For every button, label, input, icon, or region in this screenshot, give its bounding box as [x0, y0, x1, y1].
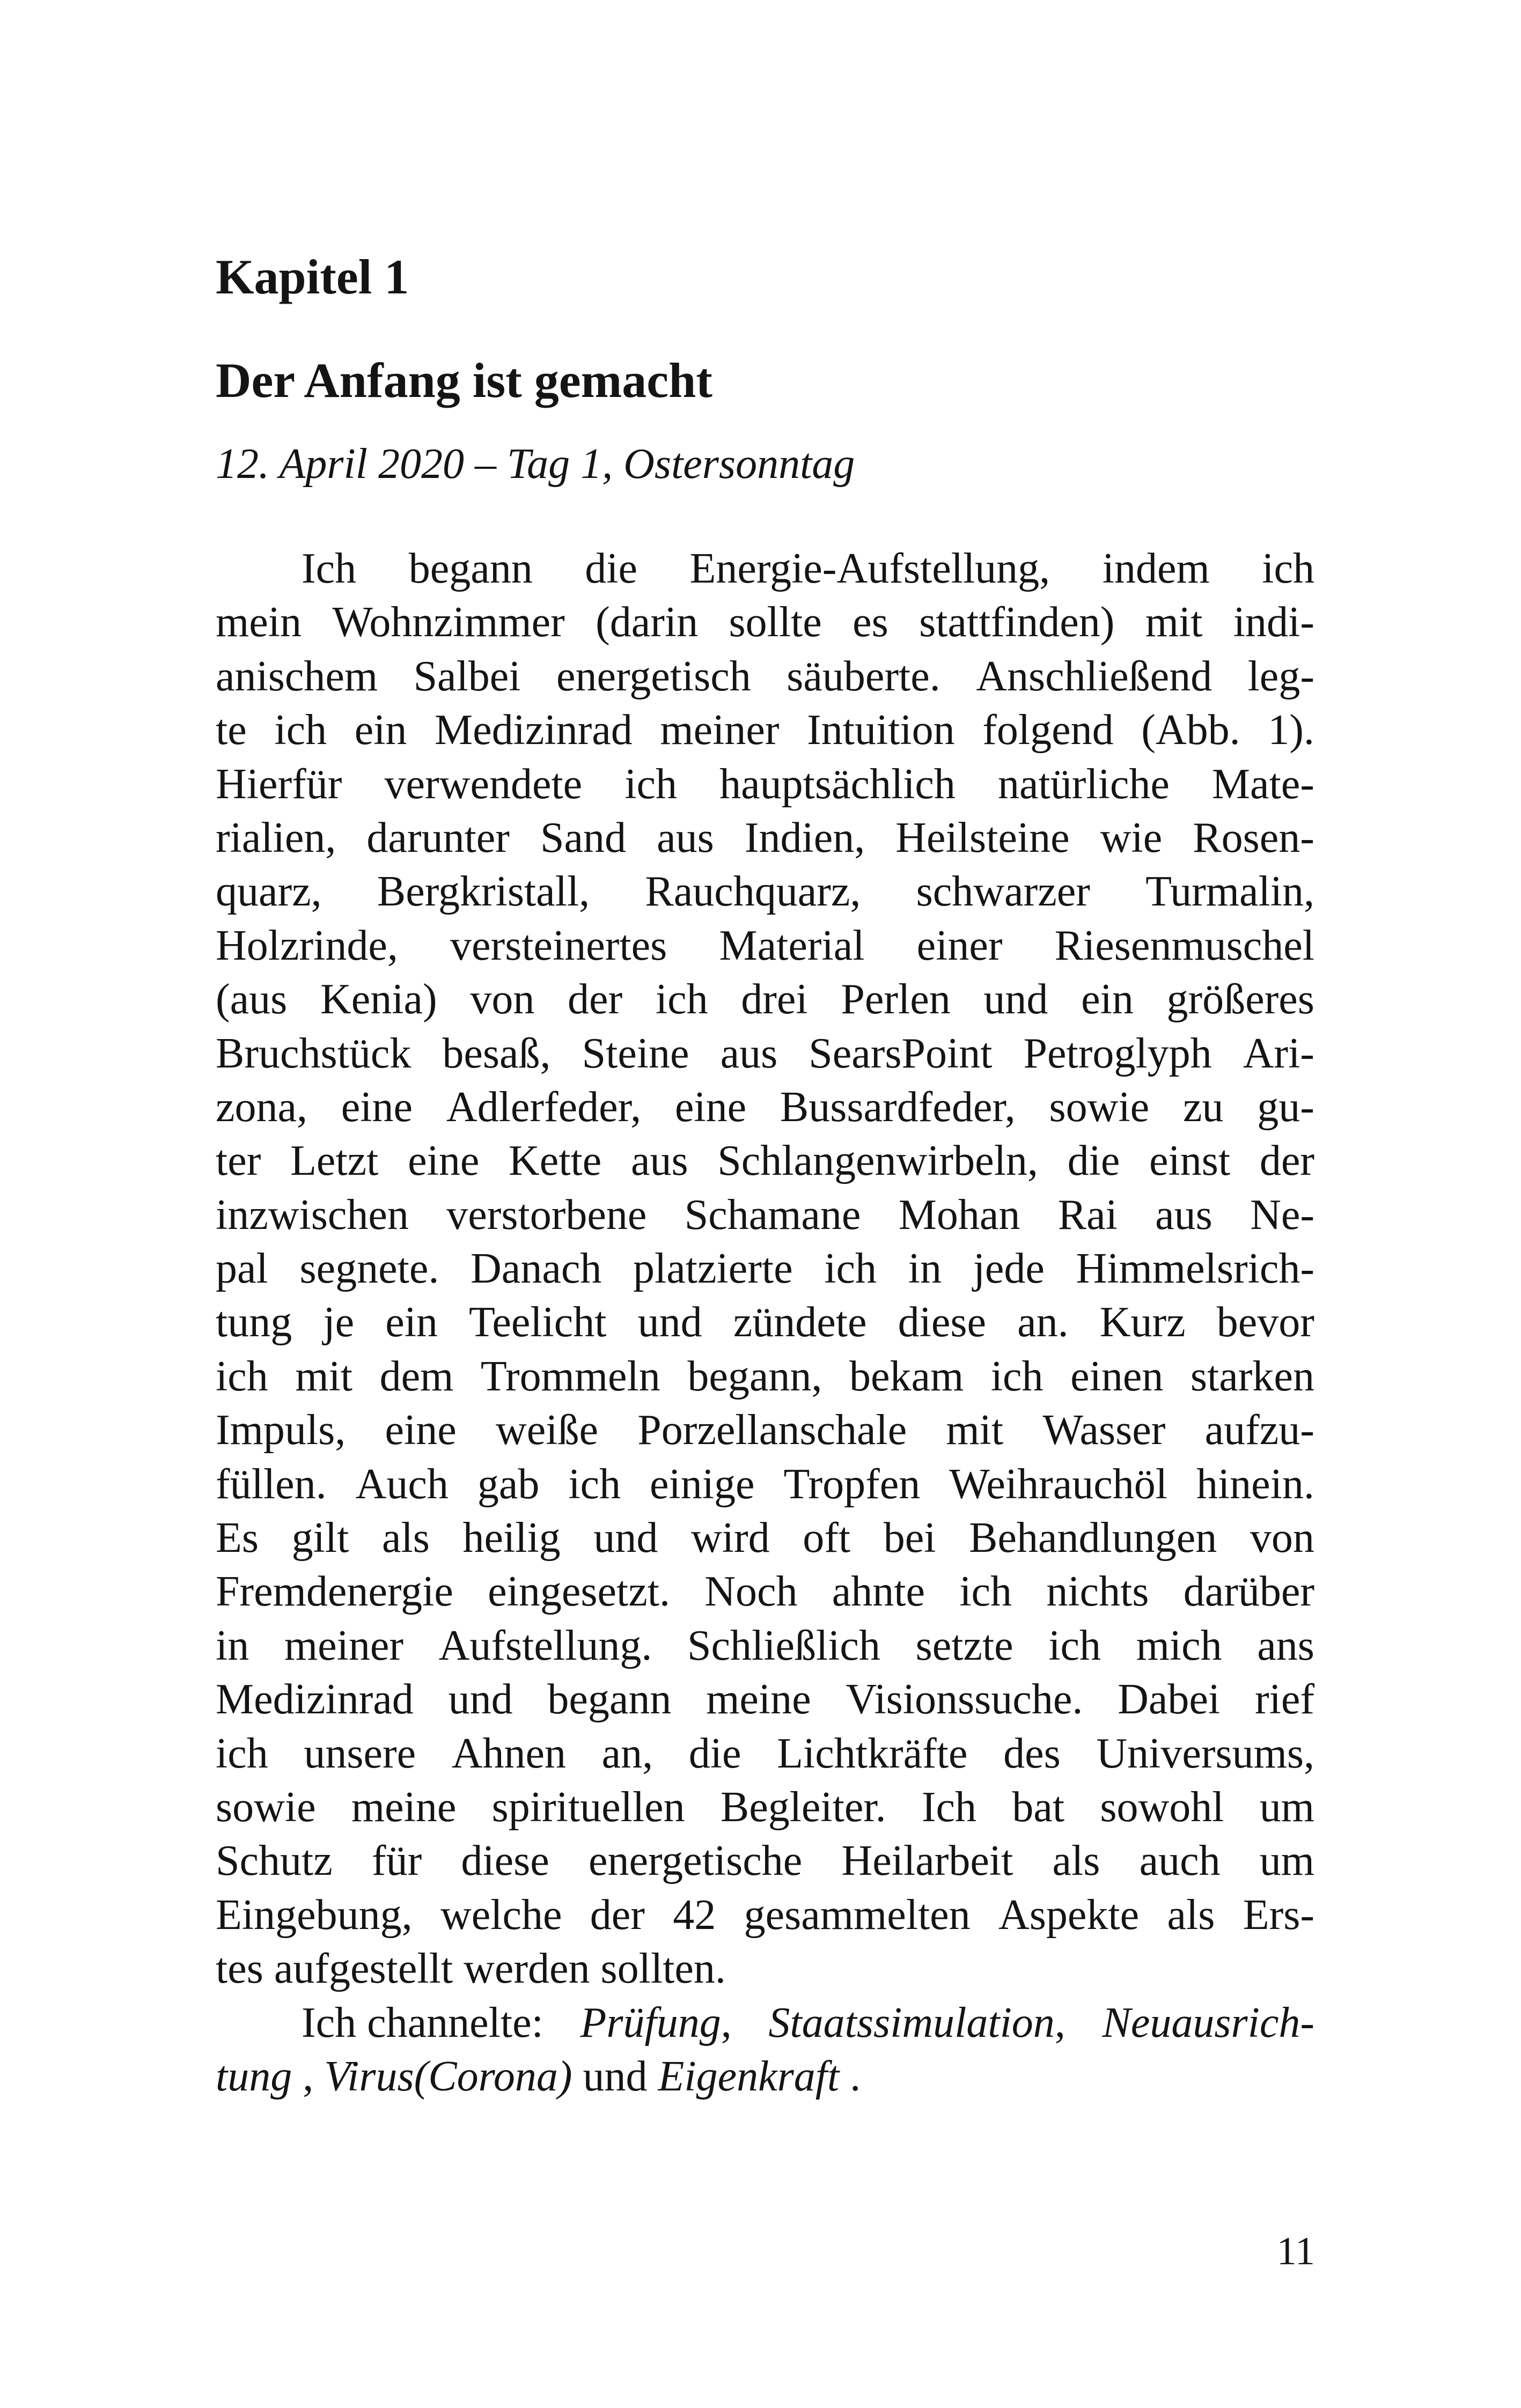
word: in [216, 1622, 249, 1669]
word: energetische [588, 1837, 803, 1885]
text-line [216, 1942, 1314, 1995]
word: hinein. [1196, 1460, 1314, 1508]
word: und [637, 1299, 702, 1346]
word: Aufstellung. [438, 1622, 652, 1669]
word: anischem [216, 652, 378, 700]
word: ich [824, 1245, 877, 1293]
word: Ari- [1243, 1029, 1314, 1077]
word: Hierfür [216, 760, 342, 808]
word: Auch [355, 1460, 449, 1508]
text-line [216, 865, 1314, 918]
word: Rauchquarz, [645, 868, 861, 916]
word: aufzu- [1204, 1406, 1314, 1454]
word: spirituellen [491, 1783, 685, 1831]
word: Schlangenwirbeln, [717, 1137, 1038, 1185]
word: Petroglyph [1023, 1029, 1212, 1077]
word: Aspekte [998, 1891, 1140, 1939]
text-line [216, 1295, 1314, 1349]
word: verwendete [384, 760, 583, 808]
word: meiner [660, 706, 780, 754]
word: Danach [471, 1245, 602, 1293]
word: Bergkristall, [377, 868, 590, 916]
word: bat [1012, 1783, 1065, 1831]
word: Mohan [898, 1191, 1020, 1239]
word: Eingebung, [216, 1891, 413, 1939]
word: Perlen [841, 976, 951, 1023]
word: Kette [509, 1137, 602, 1185]
word: 1). [1268, 706, 1314, 754]
paragraph-1 [216, 542, 1314, 1996]
word: 42 [673, 1891, 716, 1939]
word: von [470, 976, 535, 1023]
text-line [216, 1673, 1314, 1726]
word: Himmelsrich- [1076, 1245, 1314, 1293]
aspect-staatssimulation: Staatssimulation [768, 1999, 1055, 2046]
text-line [216, 1780, 1314, 1834]
chapter-title: Der Anfang ist gemacht [216, 353, 712, 408]
word: versteinertes [450, 922, 667, 969]
word: Begleiter. [720, 1783, 886, 1831]
word: sowohl [1100, 1783, 1224, 1831]
word: aus [630, 1137, 688, 1185]
date-line: 12. April 2020 – Tag 1, Ostersonntag [216, 440, 855, 488]
word: Es [216, 1514, 259, 1562]
word: (darin [596, 599, 699, 646]
word: segnete. [299, 1245, 439, 1293]
text-line [216, 1242, 1314, 1295]
word: Ers- [1243, 1891, 1314, 1939]
word: Salbei [413, 652, 521, 700]
word: mit [295, 1352, 352, 1400]
word: ich [624, 760, 677, 808]
word: SearsPoint [809, 1029, 993, 1077]
word: des [1003, 1729, 1061, 1777]
word: Ahnen [451, 1729, 567, 1777]
word: Dabei [1118, 1676, 1221, 1724]
word: platzierte [633, 1245, 793, 1293]
word: darüber [1183, 1568, 1314, 1616]
word: wird [690, 1514, 770, 1562]
word: und [448, 1676, 513, 1724]
word: Behandlungen [969, 1514, 1217, 1562]
aspect-virus: Virus(Corona) [324, 2052, 572, 2100]
word: diese [898, 1299, 986, 1346]
word: gab [477, 1460, 540, 1508]
word: einst [1149, 1137, 1231, 1185]
text-line [216, 973, 1314, 1026]
word: meiner [284, 1622, 403, 1669]
word: ans [1257, 1622, 1314, 1669]
word: säuberte. [787, 652, 940, 700]
word: Riesenmuschel [1054, 922, 1314, 969]
word: ein [354, 706, 407, 754]
text-line [216, 1134, 1314, 1188]
word: Steine [582, 1029, 689, 1077]
aspect-neuausrichtung-part1: Neuausrich- [1102, 1999, 1314, 2046]
word: als [381, 1514, 430, 1562]
word: ich [655, 976, 708, 1023]
word: bekam [849, 1352, 964, 1400]
text-line [216, 1888, 1314, 1942]
word: als [1052, 1837, 1100, 1885]
text-line [216, 1996, 1314, 2050]
word: aus [720, 1029, 778, 1077]
word: die [585, 545, 637, 592]
word: eine [385, 1406, 457, 1454]
word: quarz, [216, 868, 322, 916]
connector-und: und [583, 2052, 648, 2100]
word: werden [464, 1945, 590, 1993]
word: mein [216, 599, 302, 646]
aspect-eigenkraft-group [658, 2050, 861, 2103]
chapter-label: Kapitel 1 [216, 249, 409, 304]
word: stattfinden) [919, 599, 1115, 646]
word: Material [719, 922, 865, 969]
text-line [216, 919, 1314, 973]
word: um [1259, 1837, 1314, 1885]
word: die [688, 1729, 741, 1777]
word: Trommeln [480, 1352, 660, 1400]
word: hauptsächlich [719, 760, 956, 808]
word: unsere [304, 1729, 416, 1777]
word: bei [883, 1514, 936, 1562]
word: Impuls, [216, 1406, 346, 1454]
word: eingesetzt. [488, 1568, 670, 1616]
word: aus [657, 814, 714, 861]
word: schwarzer [916, 868, 1090, 916]
body-text [216, 542, 1314, 2103]
word: Universums, [1096, 1729, 1314, 1777]
word: natürliche [998, 760, 1170, 808]
word: begann [408, 545, 533, 592]
word: pal [216, 1245, 268, 1293]
text-line [216, 1619, 1314, 1673]
comma: , [721, 1999, 732, 2046]
word: je [323, 1299, 355, 1346]
word: Schutz [216, 1837, 333, 1885]
word: Porzellanschale [637, 1406, 907, 1454]
text-line [216, 1350, 1314, 1403]
text-line [216, 542, 1314, 595]
word: um [1259, 1783, 1314, 1831]
word: mich [1136, 1622, 1222, 1669]
word: Ich [302, 545, 357, 592]
text-line [216, 811, 1314, 865]
word: Rai [1057, 1191, 1118, 1239]
word: ich [216, 1352, 268, 1400]
word: eine [674, 1083, 747, 1131]
word: an, [601, 1729, 653, 1777]
word: Noch [704, 1568, 798, 1616]
text-line [216, 1511, 1314, 1565]
word: (aus [216, 976, 288, 1023]
word: begann, [687, 1352, 822, 1400]
word: zu [1182, 1083, 1224, 1131]
word: der [590, 1891, 645, 1939]
comma: , [303, 2052, 314, 2100]
word: ich [274, 706, 327, 754]
word: Schließlich [687, 1622, 880, 1669]
word: setzte [915, 1622, 1013, 1669]
word: Wohnzimmer [332, 599, 565, 646]
text-line [216, 1027, 1314, 1080]
text-line [216, 757, 1314, 811]
word: Schamane [684, 1191, 861, 1239]
word: Heilarbeit [841, 1837, 1013, 1885]
text-line [216, 650, 1314, 703]
text-line [216, 1188, 1314, 1242]
word: energetisch [556, 652, 751, 700]
word: Indien, [744, 814, 865, 861]
word: größeres [1166, 976, 1314, 1023]
word: indi- [1233, 599, 1314, 646]
word: gu- [1257, 1083, 1314, 1131]
text-line [216, 595, 1314, 649]
word: die [1067, 1137, 1120, 1185]
word: dem [379, 1352, 454, 1400]
word: aufgestellt [274, 1945, 453, 1993]
word: eine [341, 1083, 413, 1131]
word: Heilsteine [895, 814, 1070, 861]
word: Fremdenergie [216, 1568, 453, 1616]
text-line [216, 703, 1314, 757]
word: Teelicht [469, 1299, 607, 1346]
word: weiße [495, 1406, 598, 1454]
word: in [908, 1245, 942, 1293]
word: der [1259, 1137, 1314, 1185]
comma: , [1054, 1999, 1066, 2046]
word: sowie [216, 1783, 316, 1831]
word: Kurz [1099, 1299, 1186, 1346]
word: sowie [1049, 1083, 1150, 1131]
aspect-eigenkraft: Eigenkraft [658, 2052, 840, 2100]
aspect-neuausrichtung-part2: tung [216, 2052, 292, 2100]
word: meine [351, 1783, 457, 1831]
word: verstorbene [446, 1191, 647, 1239]
word: Energie-Aufstellung, [689, 545, 1050, 592]
word: diese [461, 1837, 549, 1885]
word: einer [916, 922, 1003, 969]
word: leg- [1247, 652, 1314, 700]
word: auch [1139, 1837, 1221, 1885]
word: es [853, 599, 888, 646]
word: und [593, 1514, 658, 1562]
word: Adlerfeder, [446, 1083, 642, 1131]
aspect-neuausrichtung-group [216, 2050, 313, 2103]
word: oft [803, 1514, 851, 1562]
word: Ne- [1250, 1191, 1314, 1239]
text-line [216, 1727, 1314, 1780]
word: mit [946, 1406, 1004, 1454]
word: (Abb. [1141, 706, 1240, 754]
word: der [568, 976, 623, 1023]
word: gilt [291, 1514, 349, 1562]
word: ein [385, 1299, 438, 1346]
aspect-staat-group [768, 1996, 1065, 2050]
word: heilig [462, 1514, 561, 1562]
word: Sand [540, 814, 627, 861]
word: Wasser [1042, 1406, 1166, 1454]
word: Medizinrad [216, 1676, 414, 1724]
aspect-pruefung-group [581, 1996, 732, 2050]
word: rief [1254, 1676, 1314, 1724]
text-line [216, 1457, 1314, 1511]
word: besaß, [442, 1029, 551, 1077]
page-number: 11 [1276, 2229, 1315, 2273]
word: Mate- [1211, 760, 1314, 808]
word: ich [216, 1729, 268, 1777]
word: Visionssuche. [846, 1676, 1083, 1724]
text-line [216, 1080, 1314, 1134]
paragraph-2 [216, 1996, 1314, 2104]
word: begann [547, 1676, 672, 1724]
word: welche [440, 1891, 562, 1939]
word: ein [1081, 976, 1134, 1023]
text-line [216, 2050, 1314, 2103]
word: von [1250, 1514, 1314, 1562]
word: füllen. [216, 1460, 327, 1508]
word: jede [973, 1245, 1045, 1293]
word: zündete [733, 1299, 867, 1346]
word: an. [1017, 1299, 1069, 1346]
word: te [216, 706, 247, 754]
word: indem [1102, 545, 1210, 592]
word: nichts [1046, 1568, 1149, 1616]
word: Medizinrad [435, 706, 633, 754]
word: darunter [366, 814, 510, 861]
word: einen [1070, 1352, 1164, 1400]
word: Ich [921, 1783, 977, 1831]
word: wie [1100, 814, 1163, 861]
word: bevor [1216, 1299, 1314, 1346]
text-line [216, 1403, 1314, 1457]
text-line [216, 1834, 1314, 1888]
word: Lichtkräfte [777, 1729, 968, 1777]
word: Kenia) [320, 976, 437, 1023]
word: als [1167, 1891, 1215, 1939]
word: Anschließend [976, 652, 1213, 700]
word: ahnte [832, 1568, 925, 1616]
paragraph-2-prefix: Ich channelte: [302, 1999, 543, 2046]
word: starken [1190, 1352, 1314, 1400]
word: einige [650, 1460, 755, 1508]
word: Intuition [807, 706, 955, 754]
word: eine [408, 1137, 480, 1185]
word: folgend [982, 706, 1114, 754]
word: ich [959, 1568, 1012, 1616]
period: . [850, 2052, 861, 2100]
word: für [371, 1837, 422, 1885]
word: Rosen- [1193, 814, 1314, 861]
word: Bussardfeder, [780, 1083, 1016, 1131]
word: meine [706, 1676, 811, 1724]
word: rialien, [216, 814, 336, 861]
word: ich [1262, 545, 1314, 592]
word: gesammelten [744, 1891, 971, 1939]
aspect-pruefung: Prüfung [580, 1999, 721, 2046]
word: zona, [216, 1083, 308, 1131]
word: sollten. [600, 1945, 726, 1993]
word: ich [568, 1460, 621, 1508]
word: Letzt [290, 1137, 379, 1185]
word: tung [216, 1299, 292, 1346]
word: mit [1145, 599, 1203, 646]
word: ich [1048, 1622, 1101, 1669]
word: sollte [729, 599, 822, 646]
word: aus [1155, 1191, 1213, 1239]
word: Tropfen [783, 1460, 921, 1508]
word: und [983, 976, 1048, 1023]
word: tes [216, 1945, 263, 1993]
word: Holzrinde, [216, 922, 398, 969]
text-line [216, 1565, 1314, 1618]
word: Turmalin, [1145, 868, 1314, 916]
word: Bruchstück [216, 1029, 412, 1077]
word: inzwischen [216, 1191, 409, 1239]
word: drei [741, 976, 808, 1023]
word: ter [216, 1137, 261, 1185]
word: ich [990, 1352, 1044, 1400]
word: Weihrauchöl [949, 1460, 1167, 1508]
